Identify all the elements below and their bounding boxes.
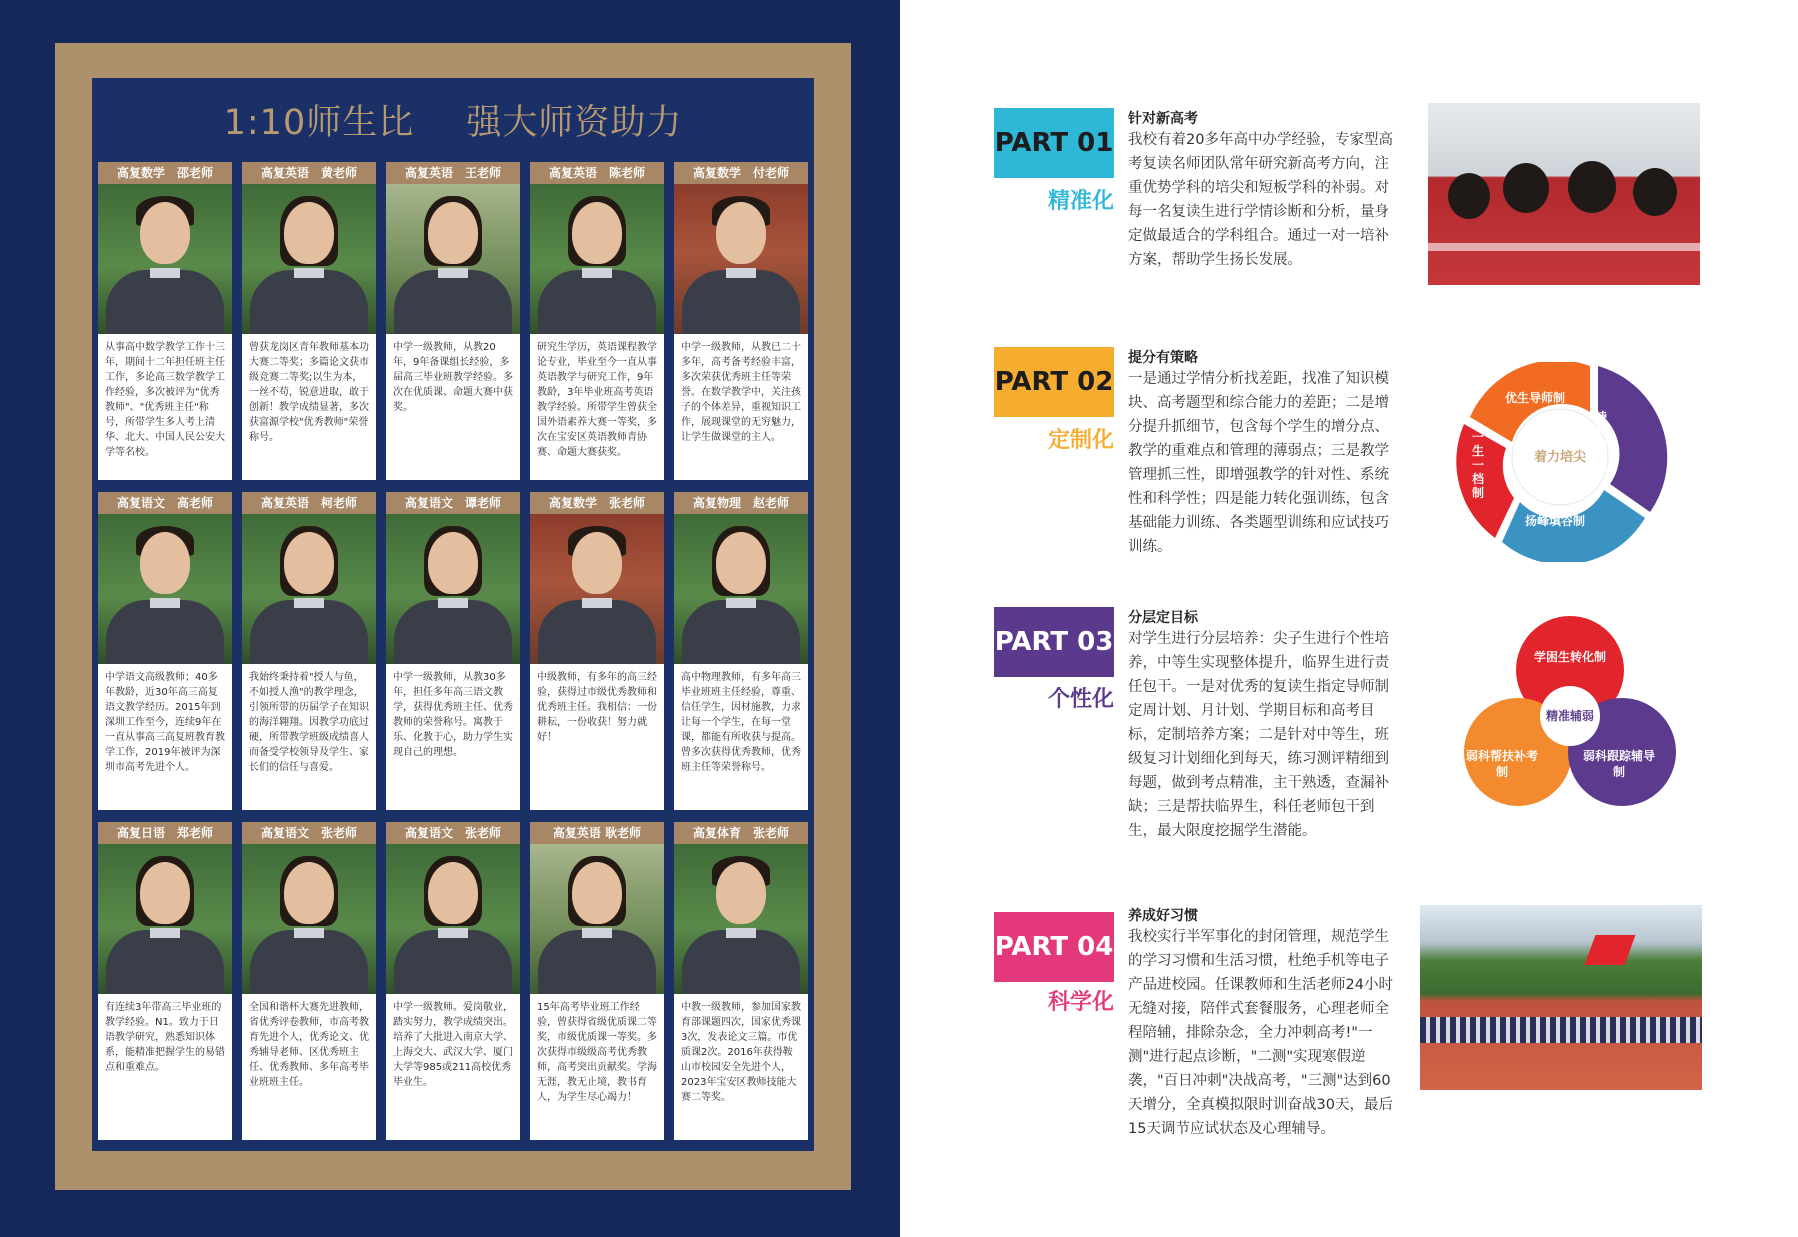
- teacher-photo: [242, 514, 376, 664]
- teacher-card: [530, 162, 664, 480]
- teacher-name-tag: 高复英语 黄老师: [242, 162, 376, 184]
- page-headline: [92, 95, 814, 145]
- teacher-photo: [386, 514, 520, 664]
- part-02-body: 一是通过学情分析找差距，找准了知识模块、高考题型和综合能力的差距；二是增分提升抓细节，包含每个学生的增分点、教学的重难点和管理的薄弱点；三是教学管理抓三性，即增强教学的针对性、系统性和科学性；四是能力转化强训练，包含基础能力训练、各类题型训练和应试技巧训练。: [1128, 371, 1389, 555]
- teacher-photo: [386, 844, 520, 994]
- teacher-name-tag: 高复语文 谭老师: [386, 492, 520, 514]
- part-03-title: 分层定目标: [1128, 610, 1198, 626]
- part-01-title: 针对新高考: [1128, 111, 1198, 127]
- teacher-card: [386, 162, 520, 480]
- teacher-bio: 研究生学历，英语课程教学论专业，毕业至今一直从事英语教学与研究工作，9年教龄，3年毕业班高考英语教学经验。所带学生曾获全国外语素养大赛一等奖，多次在宝安区英语教师青协赛、命题大赛获奖。: [537, 342, 657, 458]
- teacher-name-tag: 高复语文 张老师: [242, 822, 376, 844]
- classroom-photo: [1428, 103, 1700, 285]
- part-01-body: 我校有着20多年高中办学经验，专家型高考复读名师团队常年研究新高考方向，注重优势学科的培尖和短板学科的补弱。对每一名复读生进行学情诊断和分析，量身定做最适合的学科组合。通过一对一培补方案，帮助学生扬长发展。: [1128, 132, 1393, 268]
- teacher-card: [242, 492, 376, 810]
- part-04-subtitle: 科学化: [1047, 990, 1114, 1015]
- teacher-name-tag: 高复日语 郑老师: [98, 822, 232, 844]
- teacher-bio: 中级教师，有多年的高三经验，获得过市级优秀教师和优秀班主任。我相信：一份耕耘，一份收获！努力就好！: [537, 672, 657, 743]
- part-03-badge: PART 03: [994, 607, 1114, 677]
- teacher-bio: 中学一级教师，从教已二十多年，高考备考经验丰富，多次荣获优秀班主任等荣誉。在数学教学中，关注孩子的个体差异，重视知识工作，展现课堂的无穷魅力，让学生做课堂的主人。: [681, 342, 801, 443]
- teacher-bio: 中学一级教师，从教20年，9年备课组长经验，多届高三毕业班教学经验。多次在优质课、命题大赛中获奖。: [393, 342, 513, 413]
- venn-label-1: 学困生转化制: [1533, 650, 1606, 664]
- part-03-subtitle: 个性化: [1047, 687, 1114, 712]
- teacher-card: [386, 822, 520, 1140]
- venn-label-3: 弱科跟踪辅导制: [1582, 749, 1655, 779]
- teacher-bio: 曾获龙岗区青年教师基本功大赛二等奖；多篇论文获市级竞赛二等奖;以生为本，一丝不苟，锐意进取，敢于创新！教学成绩显著，多次获富源学校"优秀教师"荣誉称号。: [249, 342, 369, 443]
- teacher-name-tag: 高复体育 张老师: [674, 822, 808, 844]
- teacher-photo: [98, 844, 232, 994]
- teacher-card: [98, 822, 232, 1140]
- teacher-card: [242, 822, 376, 1140]
- teacher-bio: 有连续3年带高三毕业班的教学经验。N1。致力于日语教学研究，熟悉知识体系，能精准把握学生的易错点和重难点。: [105, 1002, 225, 1073]
- teacher-name-tag: 高复数学 张老师: [530, 492, 664, 514]
- ring-center-label: 着力培尖: [1533, 450, 1586, 465]
- teacher-name-tag: 高复数学 邵老师: [98, 162, 232, 184]
- teacher-photo: [242, 844, 376, 994]
- teacher-card: [674, 162, 808, 480]
- teacher-name-tag: 高复英语 陈老师: [530, 162, 664, 184]
- teacher-name-tag: 高复语文 高老师: [98, 492, 232, 514]
- part-01-badge: PART 01: [994, 108, 1114, 178]
- teacher-card: [98, 162, 232, 480]
- teacher-bio: 15年高考毕业班工作经验，曾获得省级优质课二等奖，市级优质课一等奖。多次获得市级级高考优秀教师，高考突出贡献奖。学海无涯，教无止境，教书育人，为学生尽心竭力！: [537, 1002, 657, 1103]
- teacher-card: [242, 162, 376, 480]
- teacher-name-tag: 高复物理 赵老师: [674, 492, 808, 514]
- teacher-photo: [674, 844, 808, 994]
- teacher-bio: 高中物理教师，有多年高三毕业班班主任经验，尊重、信任学生，因材施教，力求让每一个学生，在每一堂课，都能有所收获与提高。曾多次获得优秀教师，优秀班主任等荣誉称号。: [681, 672, 801, 773]
- teacher-card: [530, 492, 664, 810]
- headline-ratio: 1:10师生比: [223, 103, 415, 143]
- teacher-name-tag: 高复英语 耿老师: [530, 822, 664, 844]
- ring-label-4: 一生一档制: [1471, 430, 1484, 500]
- teacher-photo: [530, 184, 664, 334]
- ring-label-1: 优生导师制: [1504, 391, 1565, 405]
- teacher-name-tag: 高复语文 张老师: [386, 822, 520, 844]
- teacher-grid: [98, 162, 810, 1148]
- teacher-photo: [530, 514, 664, 664]
- teacher-name-tag: 高复英语 柯老师: [242, 492, 376, 514]
- part-04-title: 养成好习惯: [1128, 908, 1198, 924]
- teacher-photo: [98, 184, 232, 334]
- part-02-subtitle: 定制化: [1047, 428, 1114, 453]
- part-01-subtitle: 精准化: [1047, 189, 1114, 214]
- teacher-bio: 中教一级教师，参加国家教育部课题四次，国家优秀课3次，发表论文三篇。市优质课2次。2016年获得鞍山市校园安全先进个人，2023年宝安区教师技能大赛二等奖。: [681, 1002, 801, 1103]
- teacher-bio: 从事高中数学教学工作十三年，期间十二年担任班主任工作，多论高三数学教学工作经验，多次被评为"优秀教师"、"优秀班主任"称号，所带学生多人考上清华、北大、中国人民公安大学等名校。: [105, 342, 225, 458]
- teacher-card: [386, 492, 520, 810]
- ring-label-2: 特长培养制: [1594, 410, 1607, 480]
- teacher-card: [674, 822, 808, 1140]
- teacher-bio: 中学语文高级教师；40多年教龄，近30年高三高复语文教学经历。2015年到深圳工作至今，连续9年在一直从事高三高复班教育教学工作，2019年被评为深圳市高考先进个人。: [105, 672, 225, 773]
- teacher-photo: [530, 844, 664, 994]
- teacher-photo: [98, 514, 232, 664]
- venn-center-label: 精准辅弱: [1545, 709, 1594, 723]
- venn-label-2: 弱科帮扶补考制: [1465, 749, 1538, 779]
- teacher-photo: [386, 184, 520, 334]
- teacher-bio: 中学一级教师。爱岗敬业，踏实努力，教学成绩突出。培养了大批进入南京大学、上海交大、武汉大学、厦门大学等985或211高校优秀毕业生。: [393, 1002, 513, 1088]
- part-02-badge: PART 02: [994, 347, 1114, 417]
- part-03-body: 对学生进行分层培养：尖子生进行个性培养，中等生实现整体提升，临界生进行责任包干。一是对优秀的复读生指定导师制定周计划、月计划、学期目标和高考目标，定制培养方案；二是针对中等生，班级复习计划细化到每天，练习测评精细到每题，做到考点精准，主干熟透，查漏补缺；三是帮扶临界生，科任老师包干到生，最大限度挖掘学生潜能。: [1128, 631, 1389, 839]
- teacher-bio: 我始终秉持着"授人与鱼，不如授人渔"的教学理念，引领所带的历届学子在知识的海洋翱翔。因教学功底过硬，所带教学班级成绩喜人而备受学校领导及学生、家长们的信任与喜爱。: [249, 672, 369, 773]
- part-04-body: 我校实行半军事化的封闭管理，规范学生的学习习惯和生活习惯，杜绝手机等电子产品进校园。任课教师和生活老师24小时无缝对接，陪伴式套餐服务，心理老师全程陪辅，排除杂念，全力冲刺高考!"一测"进行起点诊断，"二测"实现寒假逆袭，"百日冲刺"决战高考，"三测"达到60天增分，全真模拟限时训奋战30天，最后15天调节应试状态及心理辅导。: [1128, 929, 1393, 1137]
- teacher-photo: [674, 514, 808, 664]
- part-04-badge: PART 04: [994, 912, 1114, 982]
- teacher-card: [674, 492, 808, 810]
- part-02-title: 提分有策略: [1128, 350, 1198, 366]
- headline-slogan: 强大师资助力: [466, 103, 683, 143]
- ring-label-3: 扬峰填谷制: [1524, 514, 1585, 528]
- teacher-photo: [674, 184, 808, 334]
- teacher-card: [530, 822, 664, 1140]
- teacher-bio: 全国和谐杯大赛先进教师，省优秀评卷教师，市高考教育先进个人，优秀论文、优秀辅导老师、区优秀班主任、优秀教师、多年高考毕业班班主任。: [249, 1002, 369, 1088]
- teacher-photo: [242, 184, 376, 334]
- parade-photo: [1420, 905, 1702, 1090]
- teacher-name-tag: 高复英语 王老师: [386, 162, 520, 184]
- teacher-card: [98, 492, 232, 810]
- teacher-bio: 中学一级教师，从教30多年，担任多年高三语文教学，获得优秀班主任、优秀教师的荣誉称号。寓教于乐、化教于心，助力学生实现自己的理想。: [393, 672, 513, 758]
- teacher-name-tag: 高复数学 付老师: [674, 162, 808, 184]
